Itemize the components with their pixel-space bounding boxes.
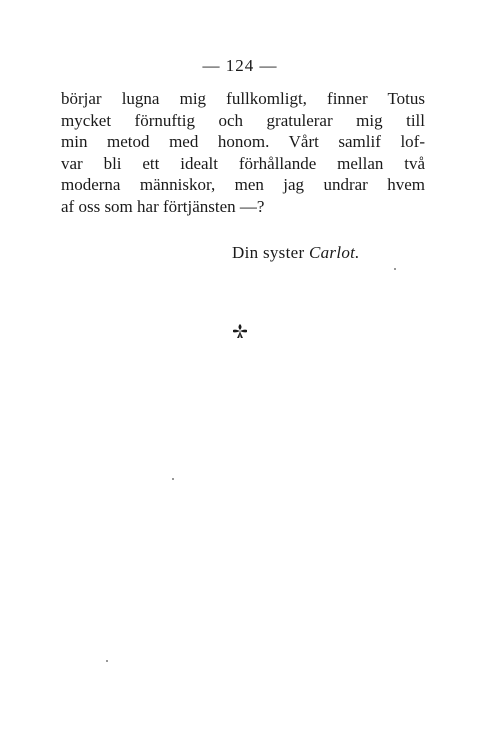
speck [172, 478, 174, 480]
signature-name: Carlot. [308, 243, 360, 262]
text-line: mycket förnuftig och gratulerar mig till [61, 110, 425, 130]
text-line: af oss som har förtjänsten —? [61, 196, 265, 216]
speck [394, 268, 396, 270]
speck [106, 660, 108, 662]
page-number: — 124 — [202, 56, 278, 75]
text-line: var bli ett idealt förhållande mellan två [61, 153, 425, 173]
fleuron-icon [230, 321, 250, 341]
text-line: moderna människor, men jag undrar hvem [61, 175, 425, 195]
text-line: min metod med honom. Vårt samlif lof- [61, 132, 425, 152]
signature [232, 243, 360, 263]
body-text [61, 88, 425, 218]
signature-prefix: Din syster [232, 243, 305, 262]
text-line: börjar lugna mig fullkomligt, finner Totus [61, 89, 425, 108]
